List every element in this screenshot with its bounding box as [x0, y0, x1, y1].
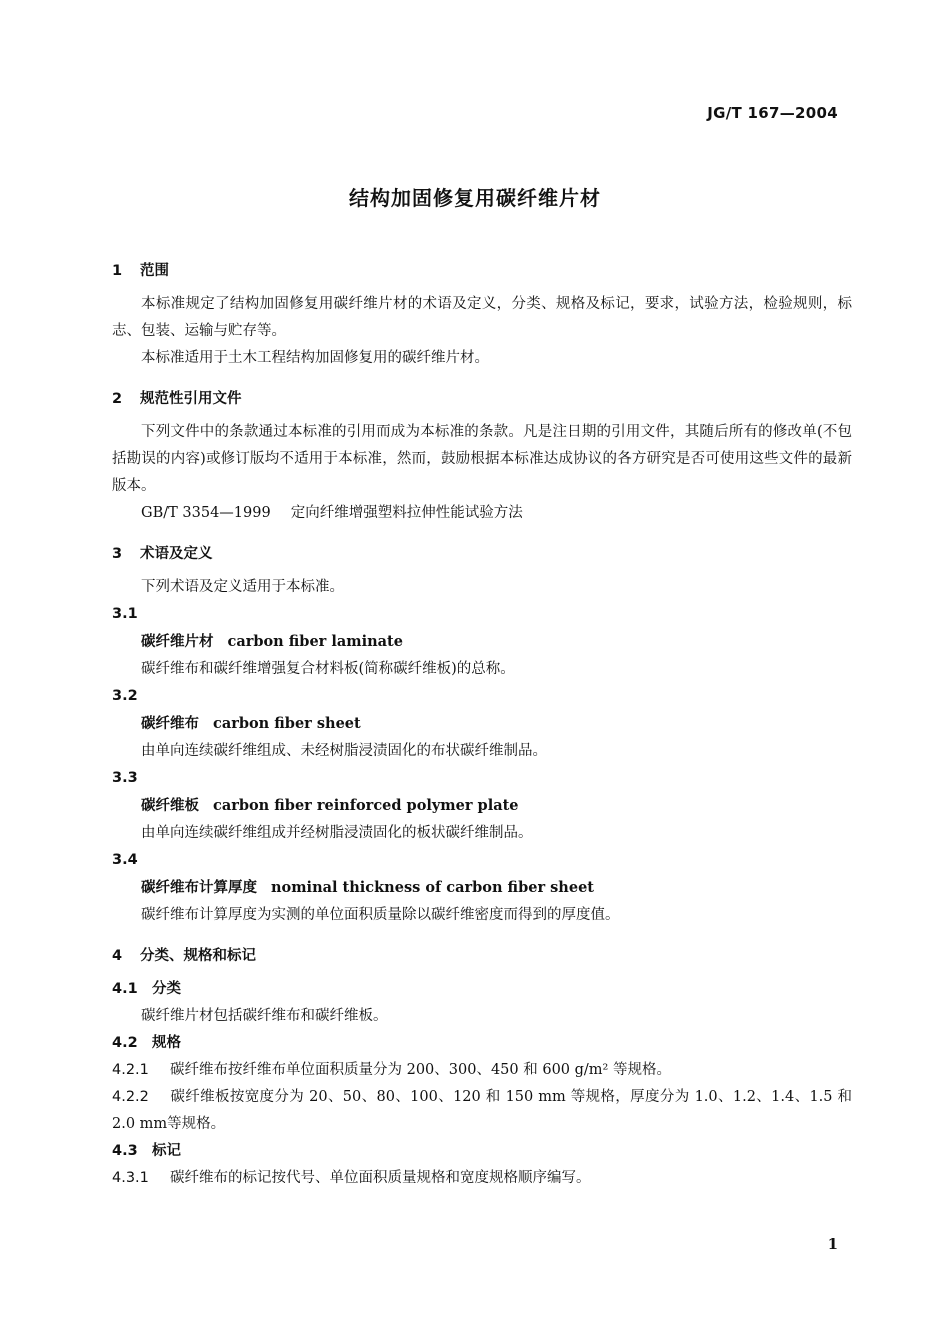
section-4-1-text: 碳纤维片材包括碳纤维布和碳纤维板。 [141, 1008, 388, 1024]
term-zh: 碳纤维板 [141, 798, 199, 814]
document-title: 结构加固修复用碳纤维片材 [349, 186, 601, 210]
term-definition: 由单向连续碳纤维组成并经树脂浸渍固化的板状碳纤维制品。 [141, 825, 533, 841]
term-3-4 [112, 847, 852, 929]
reference-code: GB/T 3354—1999 [141, 505, 271, 521]
subsection-number: 4.2 [112, 1035, 138, 1051]
term-name [112, 628, 852, 656]
subsection-title: 分类 [152, 981, 181, 997]
term-number: 3.2 [112, 688, 138, 704]
subsection-number: 4.1 [112, 981, 138, 997]
term-definition: 碳纤维布和碳纤维增强复合材料板(简称碳纤维板)的总称。 [141, 661, 515, 677]
clause-number: 4.2.2 [112, 1089, 149, 1105]
document-code: JG/T 167—2004 [707, 104, 838, 122]
section-2-paragraph-1: 下列文件中的条款通过本标准的引用而成为本标准的条款。凡是注日期的引用文件，其随后所有的修改单(不包括勘误的内容)或修订版均不适用于本标准，然而，鼓励根据本标准达成协议的各方研究是否可使用这些文件的最新版本。 [112, 424, 852, 494]
section-4-heading [112, 943, 852, 970]
clause-text: 碳纤维板按宽度分为 20、50、80、100、120 和 150 mm 等规格，厚度分为 1.0、1.2、1.4、1.5 和 2.0 mm等规格。 [112, 1089, 852, 1132]
section-title: 分类、规格和标记 [140, 948, 256, 964]
section-number: 2 [112, 391, 123, 407]
term-zh: 碳纤维布计算厚度 [141, 880, 257, 896]
section-1-heading [112, 258, 852, 285]
section-1-paragraph-1: 本标准规定了结构加固修复用碳纤维片材的术语及定义，分类、规格及标记，要求，试验方法，检验规则，标志、包装、运输与贮存等。 [112, 296, 852, 339]
clause-text: 碳纤维布的标记按代号、单位面积质量规格和宽度规格顺序编写。 [170, 1170, 591, 1186]
term-zh: 碳纤维布 [141, 716, 199, 732]
term-name [112, 792, 852, 820]
section-title: 范围 [140, 263, 169, 279]
clause-4-2-1 [112, 1057, 852, 1084]
subsection-number: 4.3 [112, 1143, 138, 1159]
normative-reference [112, 500, 852, 527]
clause-number: 4.3.1 [112, 1170, 149, 1186]
term-definition: 由单向连续碳纤维组成、未经树脂浸渍固化的布状碳纤维制品。 [141, 743, 547, 759]
term-en: nominal thickness of carbon fiber sheet [271, 879, 594, 896]
section-title: 术语及定义 [140, 546, 213, 562]
section-2-heading [112, 386, 852, 413]
clause-number: 4.2.1 [112, 1062, 149, 1078]
section-number: 1 [112, 263, 123, 279]
section-4-1-heading [112, 976, 852, 1003]
term-number: 3.3 [112, 770, 138, 786]
term-en: carbon fiber reinforced polymer plate [213, 797, 519, 814]
term-en: carbon fiber laminate [227, 633, 403, 650]
term-definition: 碳纤维布计算厚度为实测的单位面积质量除以碳纤维密度而得到的厚度值。 [141, 907, 620, 923]
section-3-heading [112, 541, 852, 568]
term-3-3 [112, 765, 852, 847]
term-3-2 [112, 683, 852, 765]
term-name [112, 710, 852, 738]
reference-title: 定向纤维增强塑料拉伸性能试验方法 [290, 505, 523, 521]
section-4-3-heading [112, 1138, 852, 1165]
clause-4-2-2 [112, 1084, 852, 1138]
subsection-title: 标记 [152, 1143, 181, 1159]
section-number: 4 [112, 948, 123, 964]
term-name [112, 874, 852, 902]
term-3-1 [112, 601, 852, 683]
term-zh: 碳纤维片材 [141, 634, 214, 650]
section-title: 规范性引用文件 [140, 391, 242, 407]
document-body [112, 258, 852, 1192]
section-1-paragraph-2: 本标准适用于土木工程结构加固修复用的碳纤维片材。 [141, 350, 489, 366]
section-4-2-heading [112, 1030, 852, 1057]
term-number: 3.1 [112, 606, 138, 622]
page-number: 1 [827, 1235, 838, 1253]
clause-4-3-1 [112, 1165, 852, 1192]
clause-text: 碳纤维布按纤维布单位面积质量分为 200、300、450 和 600 g/m² 等规格。 [170, 1062, 671, 1078]
section-number: 3 [112, 546, 123, 562]
term-number: 3.4 [112, 852, 138, 868]
term-en: carbon fiber sheet [213, 715, 361, 732]
section-3-intro: 下列术语及定义适用于本标准。 [141, 579, 344, 595]
subsection-title: 规格 [152, 1035, 181, 1051]
